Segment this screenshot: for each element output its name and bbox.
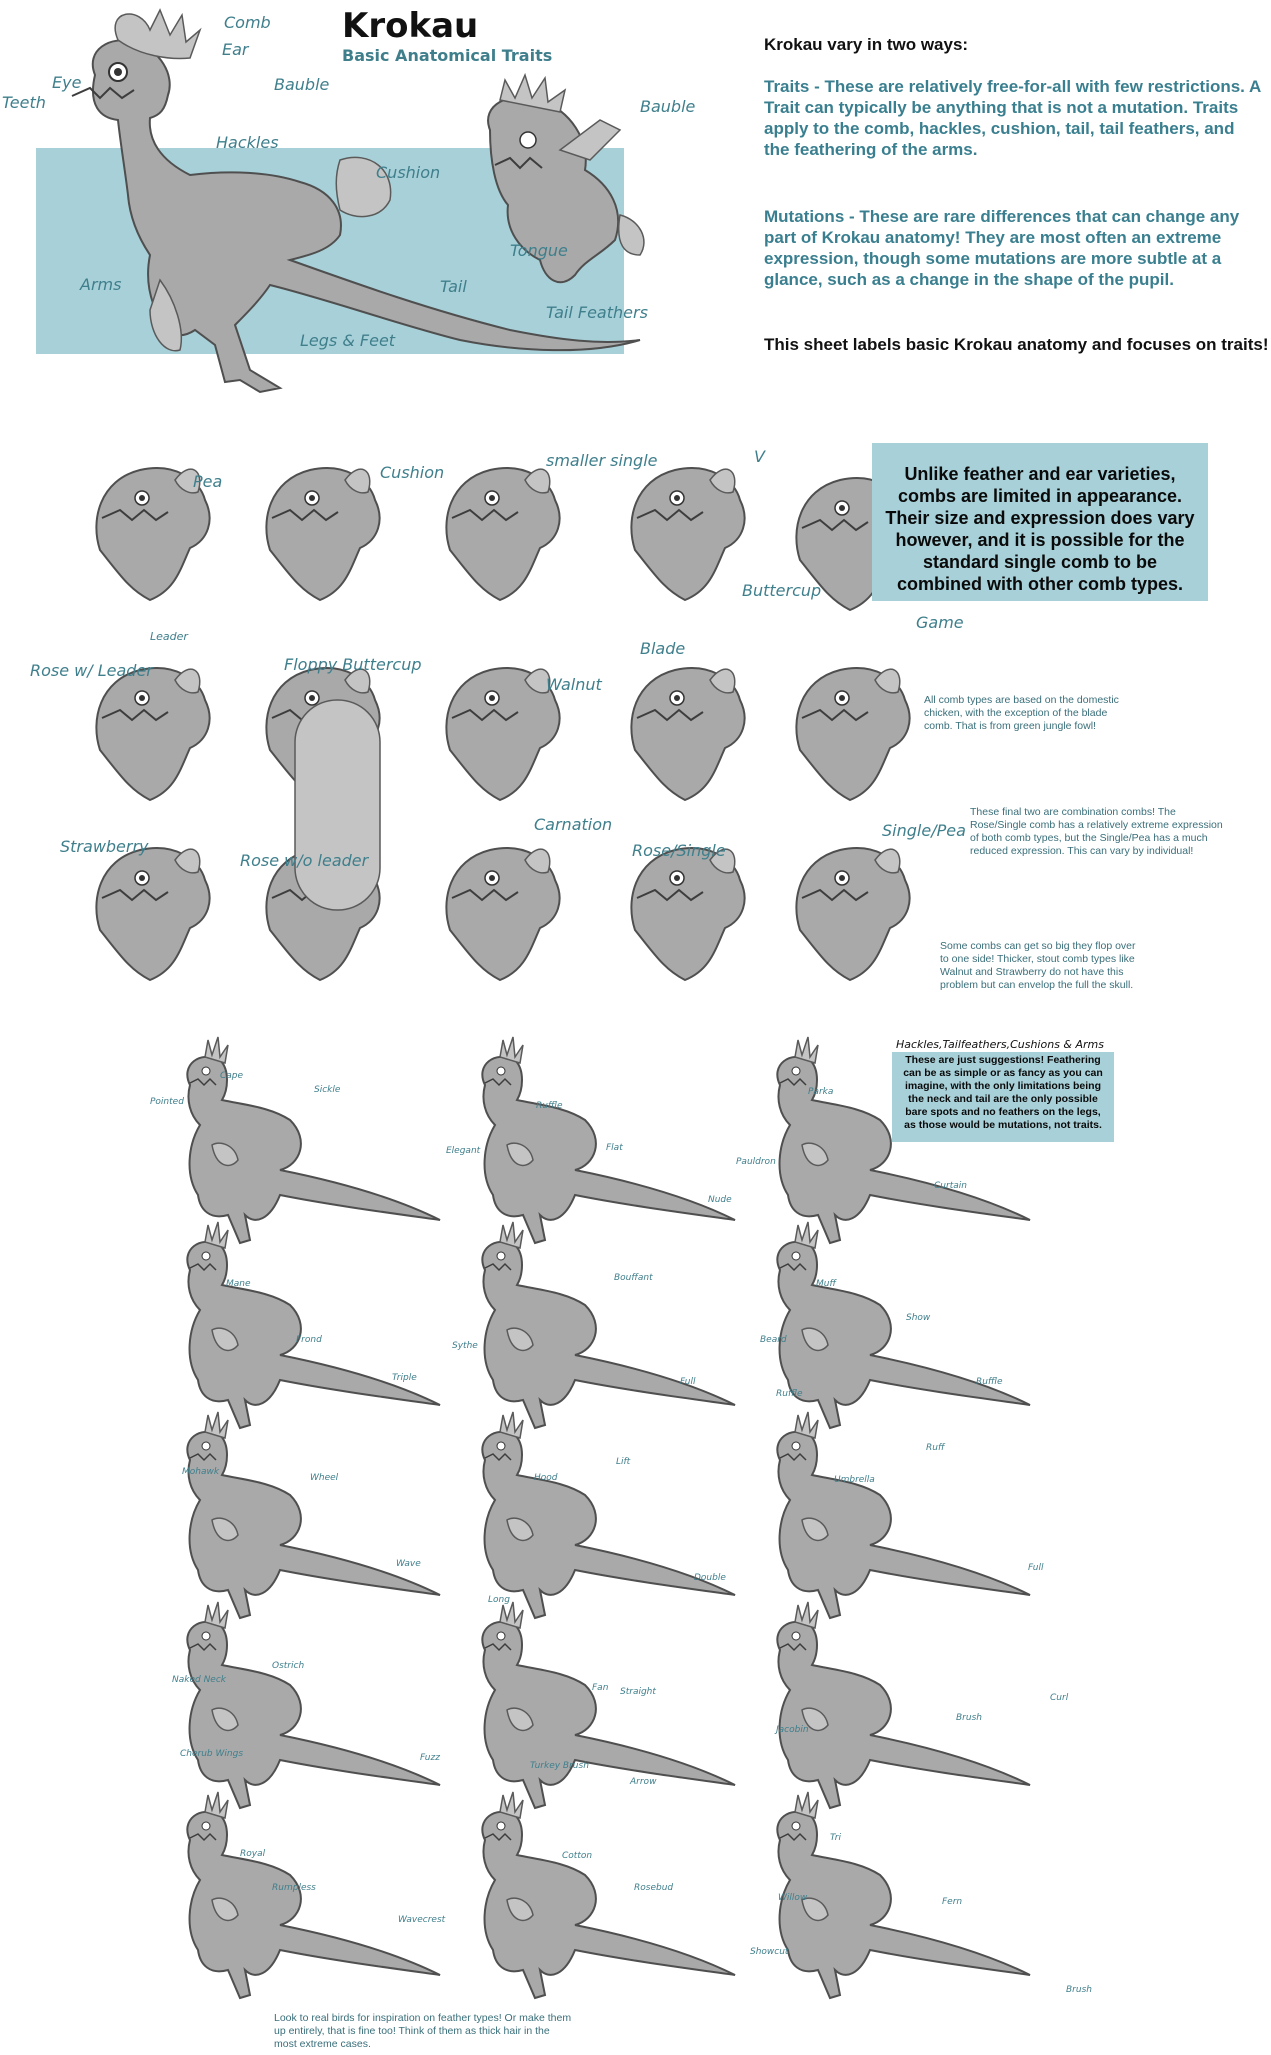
label-bauble-2: Bauble [640, 97, 696, 116]
comb-label-carnation: Carnation [534, 815, 613, 834]
feather-label-beard: Beard [760, 1335, 787, 1345]
feather-label-curtain: Curtain [934, 1181, 967, 1191]
feather-label-wheel: Wheel [310, 1473, 339, 1483]
feather-label-cape: Cape [220, 1071, 244, 1081]
page-title: Krokau [342, 6, 479, 46]
feather-label-muff: Muff [816, 1279, 836, 1289]
comb-label-leader: Leader [150, 630, 188, 643]
feather-label-mohawk: Mohawk [182, 1467, 220, 1477]
comb-label-v: V [754, 447, 765, 466]
label-tail-feathers: Tail Feathers [546, 303, 648, 322]
feather-label-cherub-wings: Cherub Wings [180, 1749, 244, 1759]
feather-label-lift: Lift [616, 1457, 631, 1467]
comb-row-2 [96, 668, 909, 800]
label-eye: Eye [52, 73, 82, 92]
feather-label-wave: Wave [396, 1559, 421, 1569]
comb-label-cushion: Cushion [380, 463, 445, 482]
feather-label-sickle: Sickle [314, 1085, 341, 1095]
feather-label-ruffle-3: Ruffle [976, 1377, 1003, 1387]
label-teeth: Teeth [2, 93, 46, 112]
feather-label-fern: Fern [942, 1897, 963, 1907]
feather-label-ostrich: Ostrich [272, 1661, 305, 1671]
feather-label-nude: Nude [708, 1195, 732, 1205]
feather-row-4 [187, 1602, 1030, 1808]
comb-label-game: Game [916, 613, 964, 632]
feather-label-cotton: Cotton [562, 1851, 593, 1861]
feather-label-turkey-brush: Turkey Brush [530, 1761, 589, 1771]
feather-label-fuzz: Fuzz [420, 1753, 440, 1763]
feather-row-2 [187, 1222, 1030, 1428]
feather-label-fan: Fan [592, 1683, 609, 1693]
comb-label-floppy-buttercup: Floppy Buttercup [284, 655, 422, 674]
comb-label-smaller-single: smaller single [546, 451, 658, 470]
feather-label-hood: Hood [534, 1473, 558, 1483]
feathers-footer-note: Look to real birds for inspiration on feather types! Or make them up entirely, that is fine too! Think of them as thick hair in the most extreme cases. [274, 2012, 572, 2050]
feather-label-brush-2: Brush [1066, 1985, 1092, 1995]
feather-label-curl: Curl [1050, 1693, 1069, 1703]
intro-mutations: Mutations - These are rare differences that can change any part of Krokau anatomy! They are most often an extreme expression, though some mutations are more subtle at a glance, such as a change in the shape of the pupil. [764, 207, 1240, 289]
label-tail: Tail [440, 277, 467, 296]
feather-label-willow: Willow [778, 1893, 808, 1903]
feather-label-umbrella: Umbrella [834, 1475, 875, 1485]
label-bauble: Bauble [274, 75, 330, 94]
comb-label-buttercup: Buttercup [742, 581, 822, 600]
feather-label-flat: Flat [606, 1143, 623, 1153]
feathers-heading: Hackles,Tailfeathers,Cushions & Arms [896, 1038, 1104, 1051]
feather-label-frond: Frond [296, 1335, 322, 1345]
feather-label-show: Show [906, 1313, 931, 1323]
comb-note-domestic: All comb types are based on the domestic chicken, with the exception of the blade comb. That is from green jungle fowl! [924, 694, 1119, 732]
label-comb: Comb [224, 13, 271, 32]
feather-label-tri: Tri [830, 1833, 841, 1843]
feather-label-long: Long [488, 1595, 510, 1605]
feather-label-wavecrest: Wavecrest [398, 1915, 446, 1925]
comb-label-strawberry: Strawberry [60, 837, 149, 856]
feather-label-brush: Brush [956, 1713, 982, 1723]
feather-label-bouffant: Bouffant [614, 1273, 653, 1283]
comb-note-flop: Some combs can get so big they flop over to one side! Thicker, stout comb types like Walnut and Strawberry do not have this problem but can envelop the full the skull. [940, 940, 1136, 991]
feather-label-rumpless: Rumpless [272, 1883, 316, 1893]
comb-label-pea: Pea [193, 472, 223, 491]
feather-label-full: Full [680, 1377, 696, 1387]
feather-label-pauldron: Pauldron [736, 1157, 776, 1167]
label-cushion: Cushion [376, 163, 441, 182]
floppy-buttercup-comb [295, 700, 380, 910]
feather-label-ruffle-2: Ruffle [776, 1389, 803, 1399]
intro-heading: Krokau vary in two ways: [764, 35, 969, 54]
feather-label-showcut: Showcut [750, 1947, 789, 1957]
feather-label-full-2: Full [1028, 1563, 1044, 1573]
feather-label-rosebud: Rosebud [634, 1883, 674, 1893]
feather-label-royal: Royal [240, 1849, 266, 1859]
feather-label-jacobin: Jacobin [776, 1725, 809, 1735]
feather-label-triple: Triple [392, 1373, 417, 1383]
feather-label-mane: Mane [226, 1279, 251, 1289]
feather-row-3 [187, 1412, 1030, 1618]
comb-label-walnut: Walnut [546, 675, 602, 694]
feather-label-parka: Parka [808, 1087, 834, 1097]
comb-label-rose-wo-leader: Rose w/o leader [240, 851, 369, 870]
comb-note-combination: These final two are combination combs! The Rose/Single comb has a relatively extreme expression of both comb types, but the Single/Pea has a much reduced expression. This can vary by individual! [970, 806, 1223, 857]
feather-label-arrow: Arrow [630, 1777, 657, 1787]
comb-row-3 [96, 848, 909, 980]
comb-label-blade: Blade [640, 639, 686, 658]
feather-label-sythe: Sythe [452, 1341, 478, 1351]
comb-callout: Unlike feather and ear varieties, combs are limited in appearance. Their size and expression does vary however, and it is possible for the standard single comb to be combined with other comb types. [872, 443, 1208, 601]
feather-label-double: Double [694, 1573, 726, 1583]
feather-label-elegant: Elegant [446, 1146, 481, 1156]
page-subtitle: Basic Anatomical Traits [342, 46, 553, 65]
feather-label-ruffle: Ruffle [536, 1101, 563, 1111]
feathers-callout: These are just suggestions! Feathering can be as simple or as fancy as you can imagine, with the only limitations being the neck and tail are the only possible bare spots and no feathers on the legs, as those would be mutations, not traits. [892, 1052, 1114, 1142]
comb-label-rose-single: Rose/Single [632, 841, 726, 860]
feather-label-straight: Straight [620, 1687, 656, 1697]
intro-closing: This sheet labels basic Krokau anatomy and focuses on traits! [764, 335, 1269, 354]
feather-row-5 [187, 1792, 1030, 1998]
label-hackles: Hackles [216, 133, 279, 152]
label-legs-feet: Legs & Feet [300, 331, 396, 350]
feather-label-ruff: Ruff [926, 1443, 945, 1453]
label-arms: Arms [80, 275, 122, 294]
feather-label-pointed: Pointed [150, 1097, 184, 1107]
label-tongue: Tongue [510, 241, 568, 260]
intro-traits: Traits - These are relatively free-for-all with few restrictions. A Trait can typically be anything that is not a mutation. Traits apply to the comb, hackles, cushion, tail, tail feathers, and the feathering of the arms. [764, 77, 1261, 159]
feather-label-naked-neck: Naked Neck [172, 1675, 226, 1685]
comb-label-single-pea: Single/Pea [882, 821, 966, 840]
comb-label-rose-leader: Rose w/ Leader [30, 661, 153, 680]
label-ear: Ear [222, 40, 249, 59]
